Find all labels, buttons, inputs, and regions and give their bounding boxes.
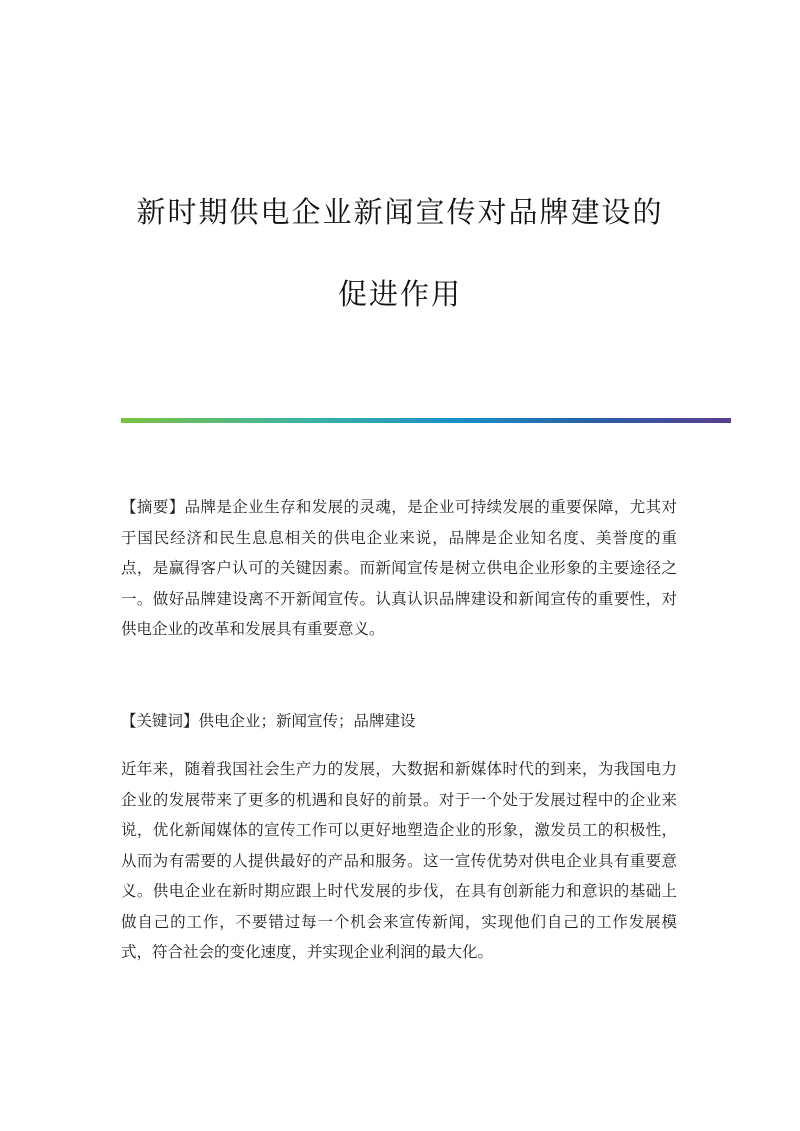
abstract-paragraph — [121, 492, 677, 645]
keywords-text: 供电企业；新闻宣传；品牌建设 — [198, 712, 416, 730]
body-paragraph: 近年来，随着我国社会生产力的发展，大数据和新媒体时代的到来，为我国电力企业的发展带来了更多的机遇和良好的前景。对于一个处于发展过程中的企业来说，优化新闻媒体的宣传工作可以更好地塑造企业的形象，激发员工的积极性，从而为有需要的人提供最好的产品和服务。这一宣传优势对供电企业具有重要意义。供电企业在新时期应跟上时代发展的步伐，在具有创新能力和意识的基础上做自己的工作，不要错过每一个机会来宣传新闻，实现他们自己的工作发展模式，符合社会的变化速度，并实现企业利润的最大化。 — [121, 760, 677, 961]
gradient-divider — [121, 418, 731, 423]
abstract-text: 品牌是企业生存和发展的灵魂，是企业可持续发展的重要保障，尤其对于国民经济和民生息息相关的供电企业来说，品牌是企业知名度、美誉度的重点，是赢得客户认可的关键因素。而新闻宣传是树立供电企业形象的主要途径之一。做好品牌建设离不开新闻宣传。认真认识品牌建设和新闻宣传的重要性，对供电企业的改革和发展具有重要意义。 — [121, 498, 677, 638]
abstract-label: 【摘要】 — [121, 498, 185, 516]
document-title-line-1: 新时期供电企业新闻宣传对品牌建设的 — [136, 195, 664, 229]
document-title-line-2: 促进作用 — [337, 277, 462, 311]
keywords-paragraph — [121, 706, 677, 737]
keywords-label: 【关键词】 — [121, 712, 199, 730]
